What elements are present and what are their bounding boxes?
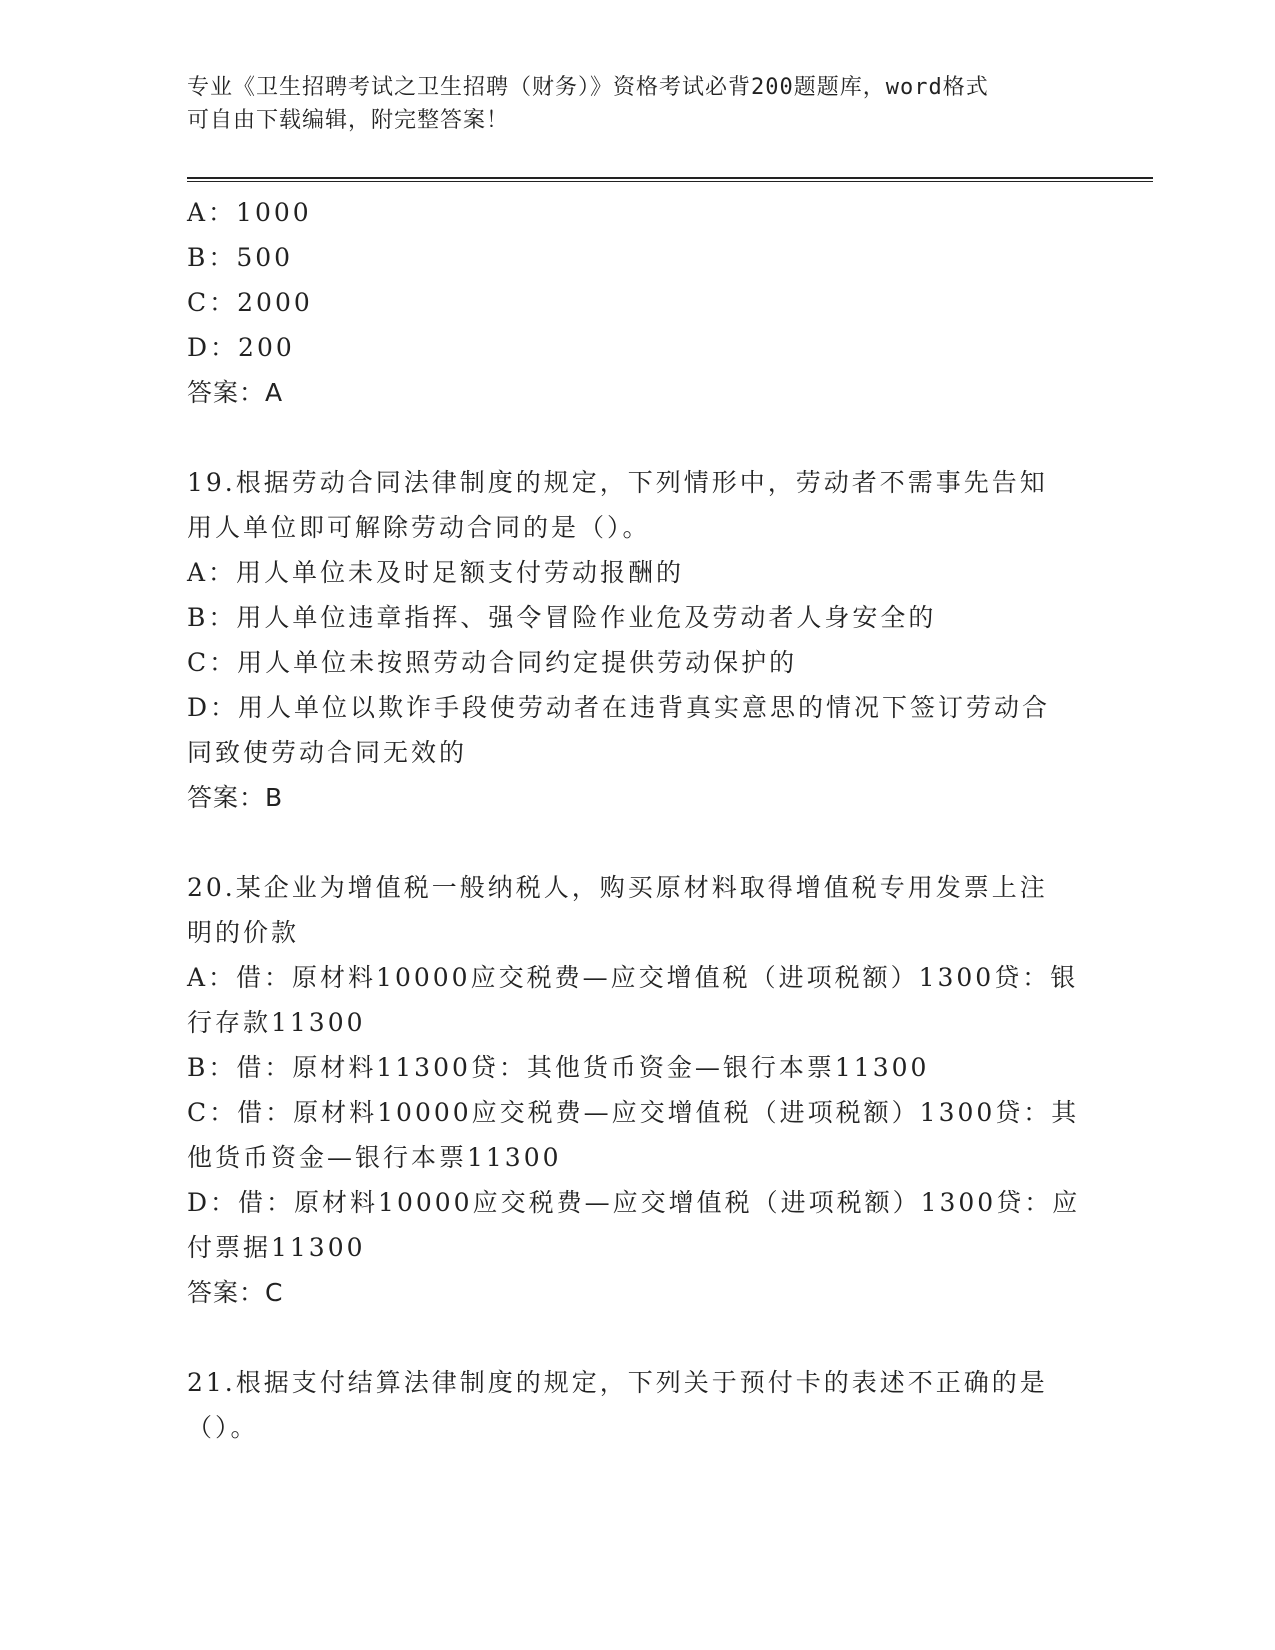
question-content — [187, 190, 1087, 1450]
header-line-1: 专业《卫生招聘考试之卫生招聘（财务）》资格考试必背200题题库，word格式 — [187, 75, 989, 100]
answer: 答案：A — [187, 378, 284, 407]
header-divider-thick — [187, 177, 1153, 179]
option-a: A：借：原材料10000应交税费—应交增值税（进项税额）1300贷：银 — [187, 963, 1079, 992]
question-19 — [187, 460, 1087, 820]
option-d: D：借：原材料10000应交税费—应交增值税（进项税额）1300贷：应 — [187, 1188, 1081, 1217]
answer: 答案：C — [187, 1278, 284, 1307]
question-stem-line: 20.某企业为增值税一般纳税人，购买原材料取得增值税专用发票上注 — [187, 873, 1048, 902]
option-a: A：用人单位未及时足额支付劳动报酬的 — [187, 558, 685, 587]
option-d: D：200 — [187, 333, 295, 362]
question-stem-line: 用人单位即可解除劳动合同的是（）。 — [187, 513, 651, 542]
option-d-continued: 付票据11300 — [187, 1233, 366, 1262]
spacer — [187, 415, 1087, 460]
question-stem-line: （）。 — [187, 1413, 259, 1442]
question-20 — [187, 865, 1087, 1315]
option-c: C：借：原材料10000应交税费—应交增值税（进项税额）1300贷：其 — [187, 1098, 1080, 1127]
spacer — [187, 820, 1087, 865]
option-a-continued: 行存款11300 — [187, 1008, 366, 1037]
option-c-continued: 他货币资金—银行本票11300 — [187, 1143, 562, 1172]
header-line-2: 可自由下载编辑，附完整答案！ — [187, 108, 510, 133]
header-divider-thin — [187, 181, 1153, 182]
option-c: C：2000 — [187, 288, 313, 317]
option-b: B：500 — [187, 243, 294, 272]
question-stem-line: 19.根据劳动合同法律制度的规定，下列情形中，劳动者不需事先告知 — [187, 468, 1048, 497]
answer: 答案：B — [187, 783, 284, 812]
option-c: C：用人单位未按照劳动合同约定提供劳动保护的 — [187, 648, 798, 677]
question-18 — [187, 190, 1087, 415]
option-a: A：1000 — [187, 198, 312, 227]
question-stem-line: 明的价款 — [187, 918, 300, 947]
option-b: B：用人单位违章指挥、强令冒险作业危及劳动者人身安全的 — [187, 603, 937, 632]
option-d-continued: 同致使劳动合同无效的 — [187, 738, 468, 767]
question-stem-line: 21.根据支付结算法律制度的规定，下列关于预付卡的表述不正确的是 — [187, 1368, 1048, 1397]
option-b: B：借：原材料11300贷：其他货币资金—银行本票11300 — [187, 1053, 930, 1082]
option-d: D：用人单位以欺诈手段使劳动者在违背真实意思的情况下签订劳动合 — [187, 693, 1051, 722]
question-21 — [187, 1360, 1087, 1450]
spacer — [187, 1315, 1087, 1360]
document-header — [187, 71, 1067, 137]
